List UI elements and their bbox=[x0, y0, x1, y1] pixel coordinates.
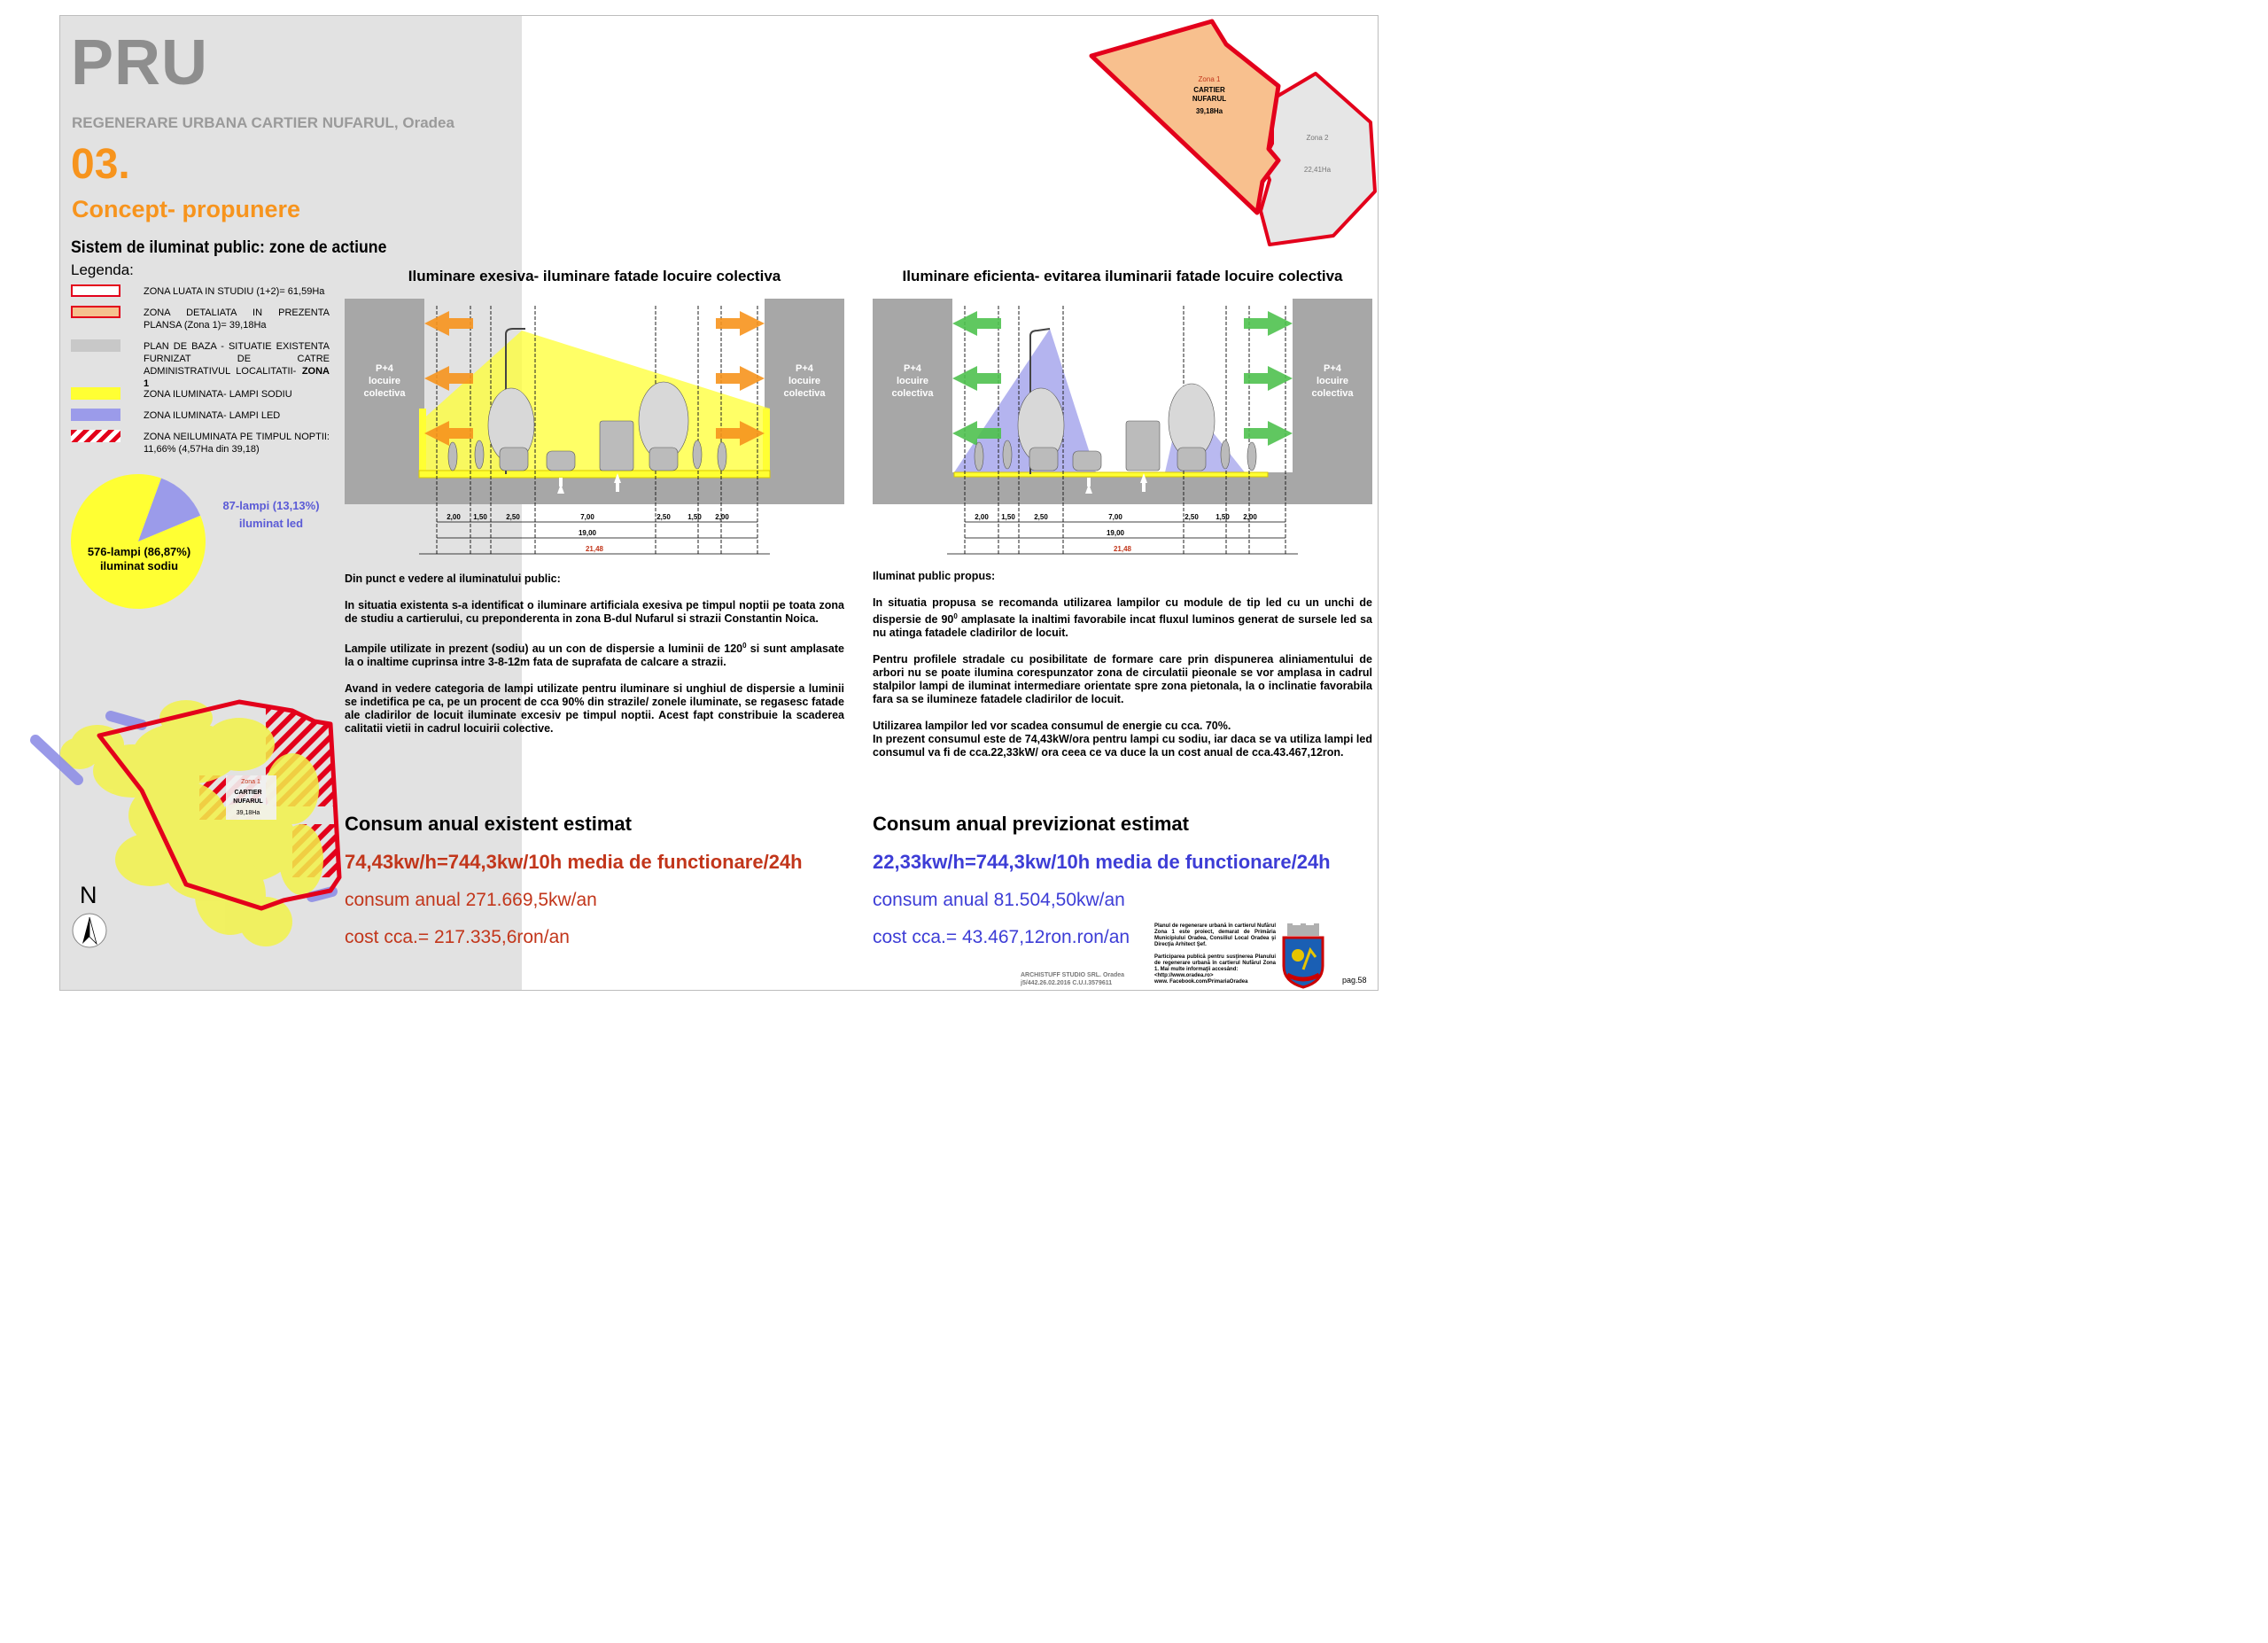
pie-label-led: 87-lampi (13,13%) iluminat led bbox=[222, 499, 320, 530]
legend-item-unlit bbox=[71, 430, 337, 456]
dim-label: 2,00 bbox=[715, 513, 729, 521]
dim-label: 2,50 bbox=[1034, 513, 1048, 521]
legend-item-detailed-zone bbox=[71, 306, 337, 332]
north-label: N bbox=[80, 882, 97, 908]
street-section-right bbox=[873, 297, 1372, 558]
text-right-p4: In prezent consumul este de 74,43kW/ora pentru lampi cu sodiu, iar daca se va utiliza lampi led consumul va fi de cca.22,33kW/ ora ceea ce va duce la un cost anual de cca.43.467,12ron. bbox=[873, 733, 1372, 759]
section-right-title: Iluminare eficienta- evitarea iluminarii fatade locuire colectiva bbox=[902, 268, 1343, 284]
pie-chart bbox=[69, 472, 207, 611]
inset-map bbox=[1085, 18, 1382, 250]
dim-total-inner: 19,00 bbox=[578, 529, 597, 537]
section-left-title: Iluminare exesiva- iluminare fatade locuire colectiva bbox=[408, 268, 781, 284]
building-label: colectiva bbox=[1311, 388, 1354, 399]
text-right-p3: Utilizarea lampilor led vor scadea consumul de energie cu cca. 70%. bbox=[873, 720, 1231, 733]
footer-link-web[interactable]: <http://www.oradea.ro> bbox=[1154, 973, 1214, 978]
legend-swatch-base bbox=[71, 339, 120, 352]
consum-right-line3: cost cca.= 43.467,12ron.ron/an bbox=[873, 927, 1130, 947]
legend-label: ZONA DETALIATA IN PREZENTA PLANSA (Zona 1)= 39,18Ha bbox=[144, 308, 330, 331]
legend-swatch-led bbox=[71, 409, 120, 421]
footer-note-2: Participarea publică pentru susţinerea Planului de regenerare urbană în cartierul Nufărul Zona 1. Mai multe informaţii accesând: bbox=[1154, 954, 1276, 972]
coat-of-arms-icon bbox=[1280, 923, 1326, 989]
dim-label: 1,50 bbox=[1216, 513, 1230, 521]
consum-left-line1: 74,43kw/h=744,3kw/10h media de functionare/24h bbox=[345, 851, 803, 873]
inset-name-1: CARTIER bbox=[1193, 86, 1225, 94]
north-arrow-icon bbox=[71, 912, 108, 949]
text-right-p2: Pentru profilele stradale cu posibilitate de formare care prin dispunerea aliniamentului de arbori nu se poate ilumina corespunzator zona de circulatii pieonale se vor amplasa in cadrul stalpilor lampi de iluminat intermediare orientate spre zona pietonala, la o inclinatie favorabila fara sa se ilumineze fatadele cladirilor de locuit. bbox=[873, 653, 1372, 706]
consum-right-title: Consum anual previzionat estimat bbox=[873, 813, 1189, 835]
pie-label-sodium: 576-lampi (86,87%) iluminat sodiu bbox=[87, 545, 191, 572]
topic-title: Sistem de iluminat public: zone de actiune bbox=[71, 238, 387, 257]
site-map-zone: Zona 1 bbox=[241, 779, 260, 785]
consum-right-line2: consum anual 81.504,50kw/an bbox=[873, 890, 1125, 910]
inset-area2: 22,41Ha bbox=[1303, 166, 1332, 174]
inset-name-2: NUFARUL bbox=[1192, 95, 1227, 103]
dim-total-outer: 21,48 bbox=[1113, 545, 1132, 553]
legend-swatch-hatched bbox=[71, 430, 120, 442]
dim-label: 1,50 bbox=[1001, 513, 1015, 521]
dim-label: 7,00 bbox=[580, 513, 594, 521]
dim-label: 2,00 bbox=[447, 513, 461, 521]
building-label: locuire bbox=[1316, 376, 1349, 386]
chapter-title: Concept- propunere bbox=[72, 196, 301, 222]
dim-label: 2,50 bbox=[1184, 513, 1199, 521]
street-section-left bbox=[345, 297, 844, 558]
site-map-name-1: CARTIER bbox=[234, 790, 262, 796]
legend-label: ZONA NEILUMINATA PE TIMPUL NOPTII: 11,66% (4,57Ha din 39,18) bbox=[144, 432, 330, 455]
dim-label: 2,50 bbox=[656, 513, 671, 521]
legend-label: ZONA ILUMINATA- LAMPI SODIU bbox=[144, 389, 292, 400]
building-label: P+4 bbox=[796, 363, 813, 374]
building-label: colectiva bbox=[891, 388, 934, 399]
legend-item-led bbox=[71, 409, 337, 423]
studio-credit: ARCHISTUFF STUDIO SRL. Oradea j5/442.26.02.2016 C.U.I.3579611 bbox=[1021, 972, 1125, 986]
legend-swatch-filled bbox=[71, 306, 120, 318]
dim-label: 2,00 bbox=[1243, 513, 1257, 521]
dim-label: 1,50 bbox=[687, 513, 702, 521]
inset-area1: 39,18Ha bbox=[1195, 107, 1223, 115]
legend-item-study-zone bbox=[71, 284, 337, 299]
page-subtitle: REGENERARE URBANA CARTIER NUFARUL, Oradea bbox=[72, 114, 454, 131]
text-left-p2: Lampile utilizate in prezent (sodiu) au un con de dispersie a luminii de $120^0$ si sunt amplasate la o inaltime cuprinsa intre 3-8-12m fata de suprafata de calcare a strazii. bbox=[345, 642, 844, 669]
dim-label: 1,50 bbox=[473, 513, 487, 521]
text-left bbox=[345, 572, 844, 749]
legend-title: Legenda: bbox=[71, 261, 134, 278]
consum-left-line2: consum anual 271.669,5kw/an bbox=[345, 890, 597, 910]
building-label: colectiva bbox=[363, 388, 406, 399]
dim-total-inner: 19,00 bbox=[1106, 529, 1125, 537]
text-left-p3: Avand in vedere categoria de lampi utilizate pentru iluminare si unghiul de dispersie a luminii se indetifica pe ca, pe un procent de cca 90% din strazile/ zonele iluminate, se regasesc fatade ale cladirilor de locuit iluminate excesiv pe timpul noptii. Acest fapt constribuie la scaderea calitatii vietii in cadrul locuirii colective. bbox=[345, 682, 844, 736]
inset-zone2: Zona 2 bbox=[1306, 134, 1329, 142]
legend-label: ZONA ILUMINATA- LAMPI LED bbox=[144, 410, 281, 421]
legend-item-base-plan bbox=[71, 339, 337, 389]
consum-right-line1: 22,33kw/h=744,3kw/10h media de functionare/24h bbox=[873, 851, 1331, 873]
site-map-name-2: NUFARUL bbox=[233, 798, 263, 805]
building-label: P+4 bbox=[376, 363, 393, 374]
page-title: PRU bbox=[71, 27, 209, 98]
text-left-p1: In situatia existenta s-a identificat o iluminare artificiala exesiva pe timpul noptii pe toata zona de studiu a cartierului, cu preponderenta in zona B-dul Nufarul si strazii Constantin Noica. bbox=[345, 599, 844, 625]
legend-swatch-sodium bbox=[71, 387, 120, 400]
building-label: locuire bbox=[368, 376, 401, 386]
site-map-area: 39,18Ha bbox=[236, 810, 260, 816]
building-label: P+4 bbox=[904, 363, 921, 374]
page-number: pag.58 bbox=[1342, 976, 1367, 985]
building-label: colectiva bbox=[783, 388, 826, 399]
dim-label: 2,50 bbox=[506, 513, 520, 521]
building-label: locuire bbox=[896, 376, 929, 386]
text-right bbox=[873, 570, 1372, 773]
building-label: locuire bbox=[788, 376, 821, 386]
dim-total-outer: 21,48 bbox=[585, 545, 604, 553]
legend-label: PLAN DE BAZA - SITUATIE EXISTENTA FURNIZAT DE CATRE ADMINISTRATIVUL LOCALITATII- ZONA 1 bbox=[144, 341, 330, 389]
dim-label: 7,00 bbox=[1108, 513, 1122, 521]
footer-link-facebook[interactable]: www. Facebook.com/PrimariaOradea bbox=[1154, 979, 1248, 985]
legend-item-sodium bbox=[71, 387, 337, 401]
legend-label: ZONA LUATA IN STUDIU (1+2)= 61,59Ha bbox=[144, 286, 325, 297]
building-label: P+4 bbox=[1324, 363, 1341, 374]
text-left-intro: Din punct e vedere al iluminatului public: bbox=[345, 572, 561, 585]
legend-swatch-outline bbox=[71, 284, 120, 297]
inset-zone1: Zona 1 bbox=[1198, 75, 1221, 83]
footer-note-1: Planul de regenerare urbană în cartierul Nufărul Zona 1 este proiect, demarat de Primăria Municipiului Oradea, Consiliul Local Oradea şi Direcţia Arhitect Şef. bbox=[1154, 923, 1276, 947]
text-right-p1: In situatia propusa se recomanda utilizarea lampilor cu module de tip led cu un unchi de dispersie de $90^0$ amplasate la inaltimi favorabile incat fluxul luminos generat de sursele led sa nu atinga fatadele cladirilor de locuit. bbox=[873, 596, 1373, 640]
consum-left-line3: cost cca.= 217.335,6ron/an bbox=[345, 927, 570, 947]
consum-left-title: Consum anual existent estimat bbox=[345, 813, 632, 835]
text-right-intro: Iluminat public propus: bbox=[873, 570, 996, 582]
chapter-number: 03. bbox=[71, 141, 130, 188]
dim-label: 2,00 bbox=[975, 513, 989, 521]
